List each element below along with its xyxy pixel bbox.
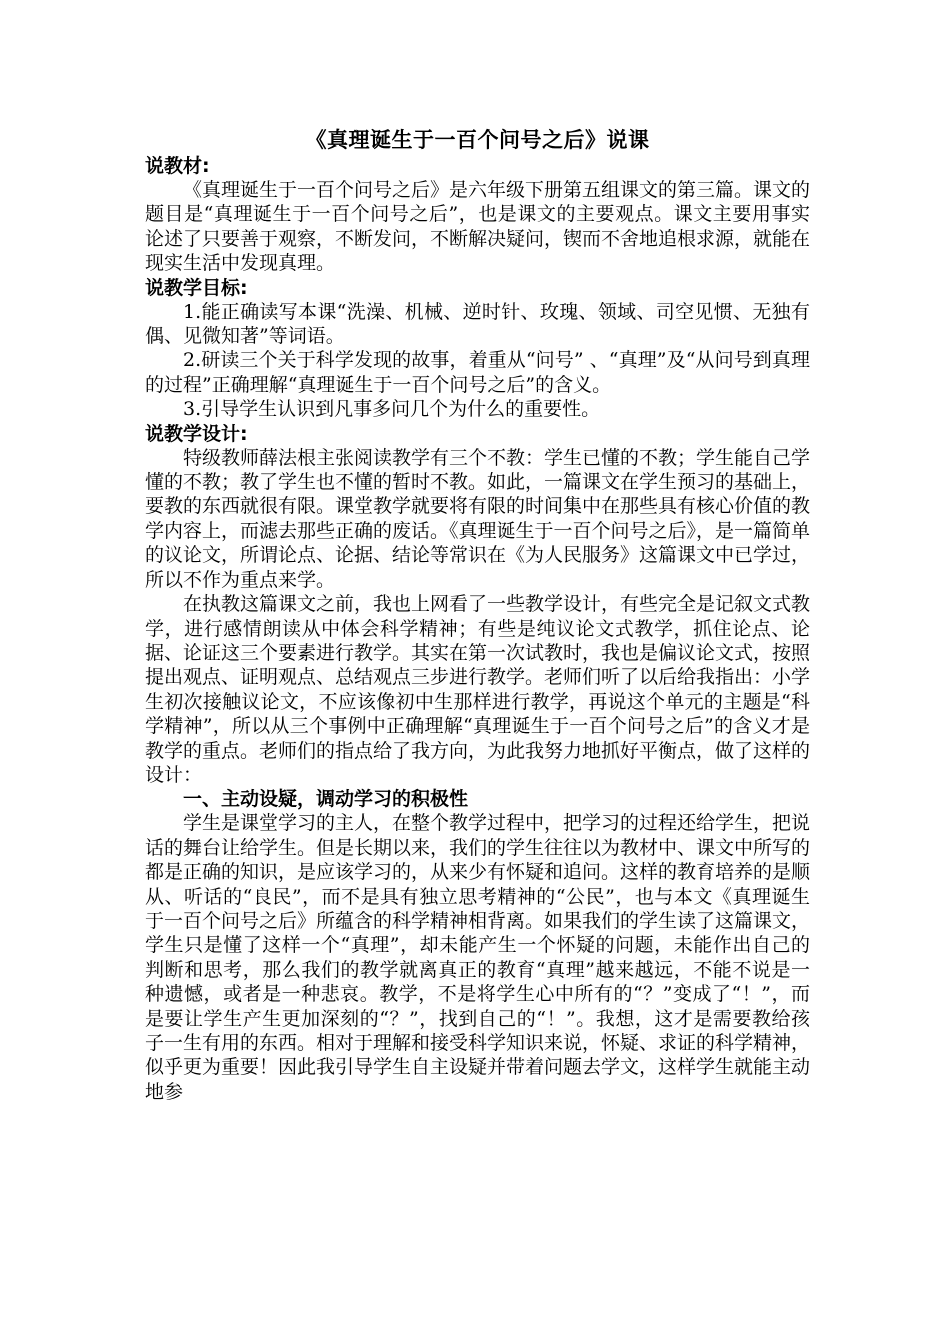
goal-item: 3.引导学生认识到凡事多问几个为什么的重要性。 (183, 398, 601, 421)
goal-item: 2.研读三个关于科学发现的故事，着重从“问号” 、“真理”及“从问号到真理的过程”正确理解“真理诞生于一百个问号之后”的含义。 (145, 349, 810, 396)
section-heading-goals: 说教学目标: (145, 276, 248, 299)
paragraph: 在执教这篇课文之前，我也上网看了一些教学设计，有些完全是记叙文式教学，进行感情朗读从中体会科学精神；有些是纯议论文式教学，抓住论点、论据、论证这三个要素进行教学。其实在第一次试教时，我也是偏议论文式，按照提出观点、证明观点、总结观点三步进行教学。老师们听了以后给我指出：小学生初次接触议论文，不应该像初中生那样进行教学，再说这个单元的主题是“科学精神”，所以从三个事例中正确理解“真理诞生于一百个问号之后”的含义才是教学的重点。老师们的指点给了我方向，为此我努力地抓好平衡点，做了这样的设计： (145, 593, 811, 786)
section-goals (145, 276, 810, 422)
section-design (145, 422, 810, 1105)
subsection-heading: 一、主动设疑，调动学习的积极性 (183, 788, 469, 811)
goal-item: 1.能正确读写本课“洗澡、机械、逆时针、玫瑰、领域、司空见惯、无独有偶、见微知著”等词语。 (145, 300, 810, 348)
section-heading-design: 说教学设计: (145, 422, 248, 445)
paragraph: 《真理诞生于一百个问号之后》是六年级下册第五组课文的第三篇。课文的题目是“真理诞生于一百个问号之后”，也是课文的主要观点。课文主要用事实论述了只要善于观察，不断发问，不断解决疑问，锲而不舍地追根求源，就能在现实生活中发现真理。 (145, 179, 811, 275)
paragraph: 特级教师薛法根主张阅读教学有三个不教：学生已懂的不教；学生能自己学懂的不教；教了学生也不懂的暂时不教。如此，一篇课文在学生预习的基础上，要教的东西就很有限。课堂教学就要将有限的时间集中在那些具有核心价值的教学内容上，而滤去那些正确的废话。《真理诞生于一百个问号之后》，是一篇简单的议论文，所谓论点、论据、结论等常识在《为人民服务》这篇课文中已学过，所以不作为重点来学。 (145, 446, 811, 591)
paragraph: 学生是课堂学习的主人，在整个教学过程中，把学习的过程还给学生，把说话的舞台让给学生。但是长期以来，我们的学生往往以为教材中、课文中所写的都是正确的知识，是应该学习的，从来少有怀疑和追问。这样的教育培养的是顺从、听话的“良民”，而不是具有独立思考精神的“公民”，也与本文《真理诞生于一百个问号之后》所蕴含的科学精神相背离。如果我们的学生读了这篇课文，学生只是懂了这样一个“真理”，却未能产生一个怀疑的问题，未能作出自己的判断和思考，那么我们的教学就离真正的教育“真理”越来越远，不能不说是一种遗憾，或者是一种悲哀。教学，不是将学生心中所有的“？”变成了“！”，而是要让学生产生更加深刻的“？”，找到自己的“！”。我想，这才是需要教给孩子一生有用的东西。相对于理解和接受科学知识来说，怀疑、求证的科学精神，似乎更为重要！因此我引导学生自主设疑并带着问题去学文，这样学生就能主动地参 (145, 812, 811, 1103)
section-heading-textbook: 说教材: (145, 155, 210, 177)
document-page (145, 126, 810, 1104)
document-title: 《真理诞生于一百个问号之后》说课 (305, 127, 650, 152)
section-textbook (145, 154, 810, 276)
